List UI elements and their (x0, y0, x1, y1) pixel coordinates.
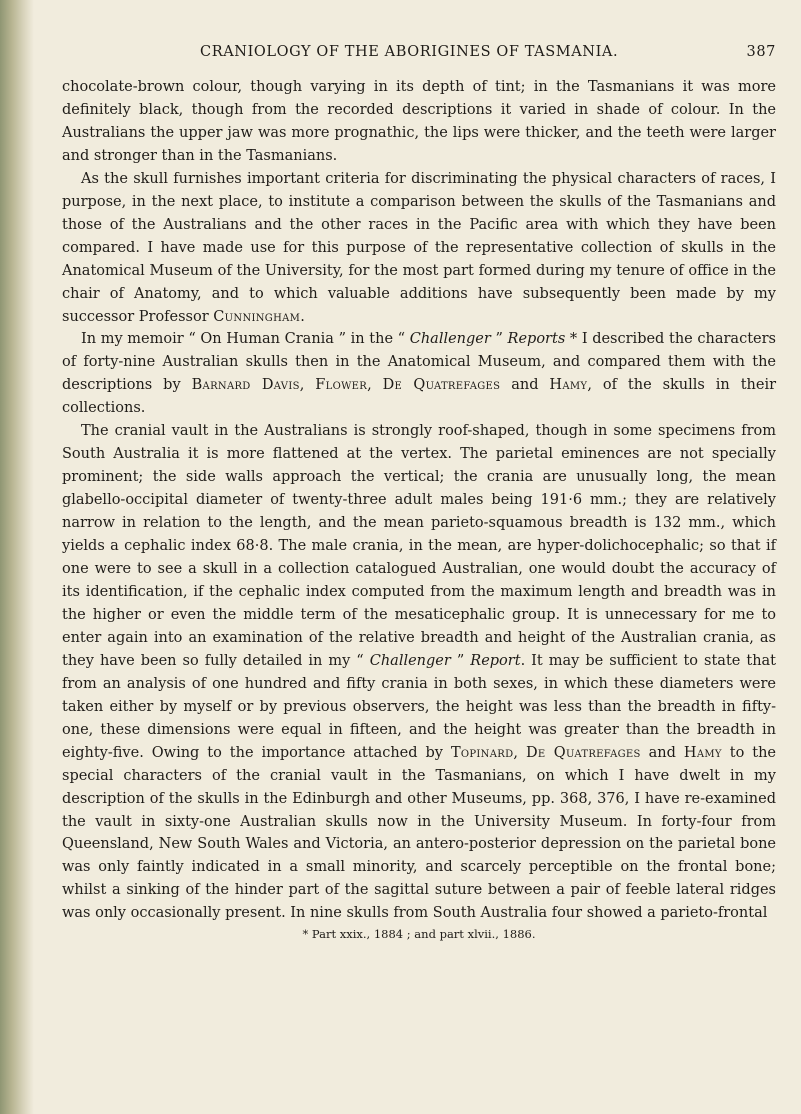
text-run: * I described the characters of forty-nine Australian skulls then in the Anatomical Museum, and compared them with the descriptions by (62, 331, 776, 394)
text-run: The cranial vault in the Australians is strongly roof-shaped, though in some specimens from South Australia it is more flattened at the vertex. The parietal eminences are not specially prominent; the side walls approach the vertical; the crania are unusually long, the mean glabello-occipital diameter of twenty-three adult males being 191·6 mm.; they are relatively narrow in relation to the length, and the mean parieto-squamous breadth is 132 mm., which yields a cephalic index 68·8. The male crania, in the mean, are hyper-dolichocephalic; so that if one were to see a skull in a collection catalogued Australian, one would doubt the accuracy of its identification, if the cephalic index computed from the maximum length and breadth was in the higher or even the middle term of the mesaticephalic group. It is unnecessary for me to enter again into an examination of the relative breadth and height of the Australian crania, as they have been so fully detailed in my “ (62, 423, 776, 669)
running-title: CRANIOLOGY OF THE ABORIGINES OF TASMANIA. (200, 44, 619, 60)
paragraph (62, 420, 776, 925)
page-number: 387 (746, 44, 776, 60)
text-run: ” (490, 331, 508, 348)
author-name: Barnard Davis (191, 377, 300, 394)
running-header (62, 40, 776, 76)
author-name: Hamy (683, 744, 722, 761)
text-run: . (300, 308, 305, 325)
italic-title: Challenger (369, 652, 451, 669)
italic-title: Challenger (409, 331, 491, 348)
italic-title: Reports (507, 331, 566, 348)
author-name: Hamy (549, 377, 588, 394)
paragraph (62, 76, 776, 168)
text-run: and (640, 744, 684, 761)
author-name: Cunningham (213, 308, 301, 325)
text-run: , (299, 377, 316, 394)
author-name: Flower (315, 377, 368, 394)
text-run: In my memoir “ On Human Crania ” in the “ (81, 331, 410, 348)
author-name: De Quatrefages (382, 377, 501, 394)
text-run: , (367, 377, 383, 394)
text-run: As the skull furnishes important criteria for discriminating the physical characters of races, I purpose, in the next place, to institute a comparison between the skulls of the Tasmanians and those of the Australians and the other races in the Pacific area with which they have been compared. I have made use for this purpose of the representative collection of skulls in the Anatomical Museum of the University, for the most part formed during my tenure of office in the chair of Anatomy, and to which valuable additions have subsequently been made by my successor Professor (62, 170, 776, 325)
paragraph (62, 328, 776, 420)
page (62, 40, 776, 942)
text-run: chocolate-brown colour, though varying in its depth of tint; in the Tasmanians it was more definitely black, though from the recorded descriptions it varied in shade of colour. In the Australians the upper jaw was more prognathic, the lips were thicker, and the teeth were larger and stronger than in the Tasmanians. (62, 79, 776, 164)
page-gutter (0, 0, 34, 1114)
paragraph (62, 168, 776, 329)
text-run: to the special characters of the cranial vault in the Tasmanians, on which I have dwelt in my description of the skulls in the Edinburgh and other Museums, pp. 368, 376, I have re-examined the vault in sixty-one Australian skulls now in the University Museum. In forty-four from Queensland, New South Wales and Victoria, an antero-posterior depression on the parietal bone was only faintly indicated in a small minority, and scarcely perceptible on the frontal bone; whilst a sinking of the hinder part of the sagittal suture between a pair of feeble lateral ridges was only occasionally present. In nine skulls from South Australia four showed a parieto-frontal (62, 744, 777, 922)
author-name: De Quatrefages (525, 744, 641, 761)
text-run: ” (450, 652, 471, 669)
author-name: Topinard (450, 744, 514, 761)
body-text (62, 76, 776, 925)
italic-title: Report (470, 652, 521, 669)
text-run: . It may be sufficient to state that from an analysis of one hundred and fifty crania in both sexes, in which these diameters were taken either by myself or by previous observers, the height was less than the breadth in fifty-one, these dimensions were equal in fifteen, and the height was greater than the breadth in eighty-five. Owing to the importance attached by (62, 652, 777, 761)
text-run: , (513, 744, 526, 761)
text-run: and (500, 377, 550, 394)
footnote: * Part xxix., 1884 ; and part xlvii., 1886. (302, 927, 536, 942)
text-run: , of the skulls in their collections. (62, 377, 777, 417)
